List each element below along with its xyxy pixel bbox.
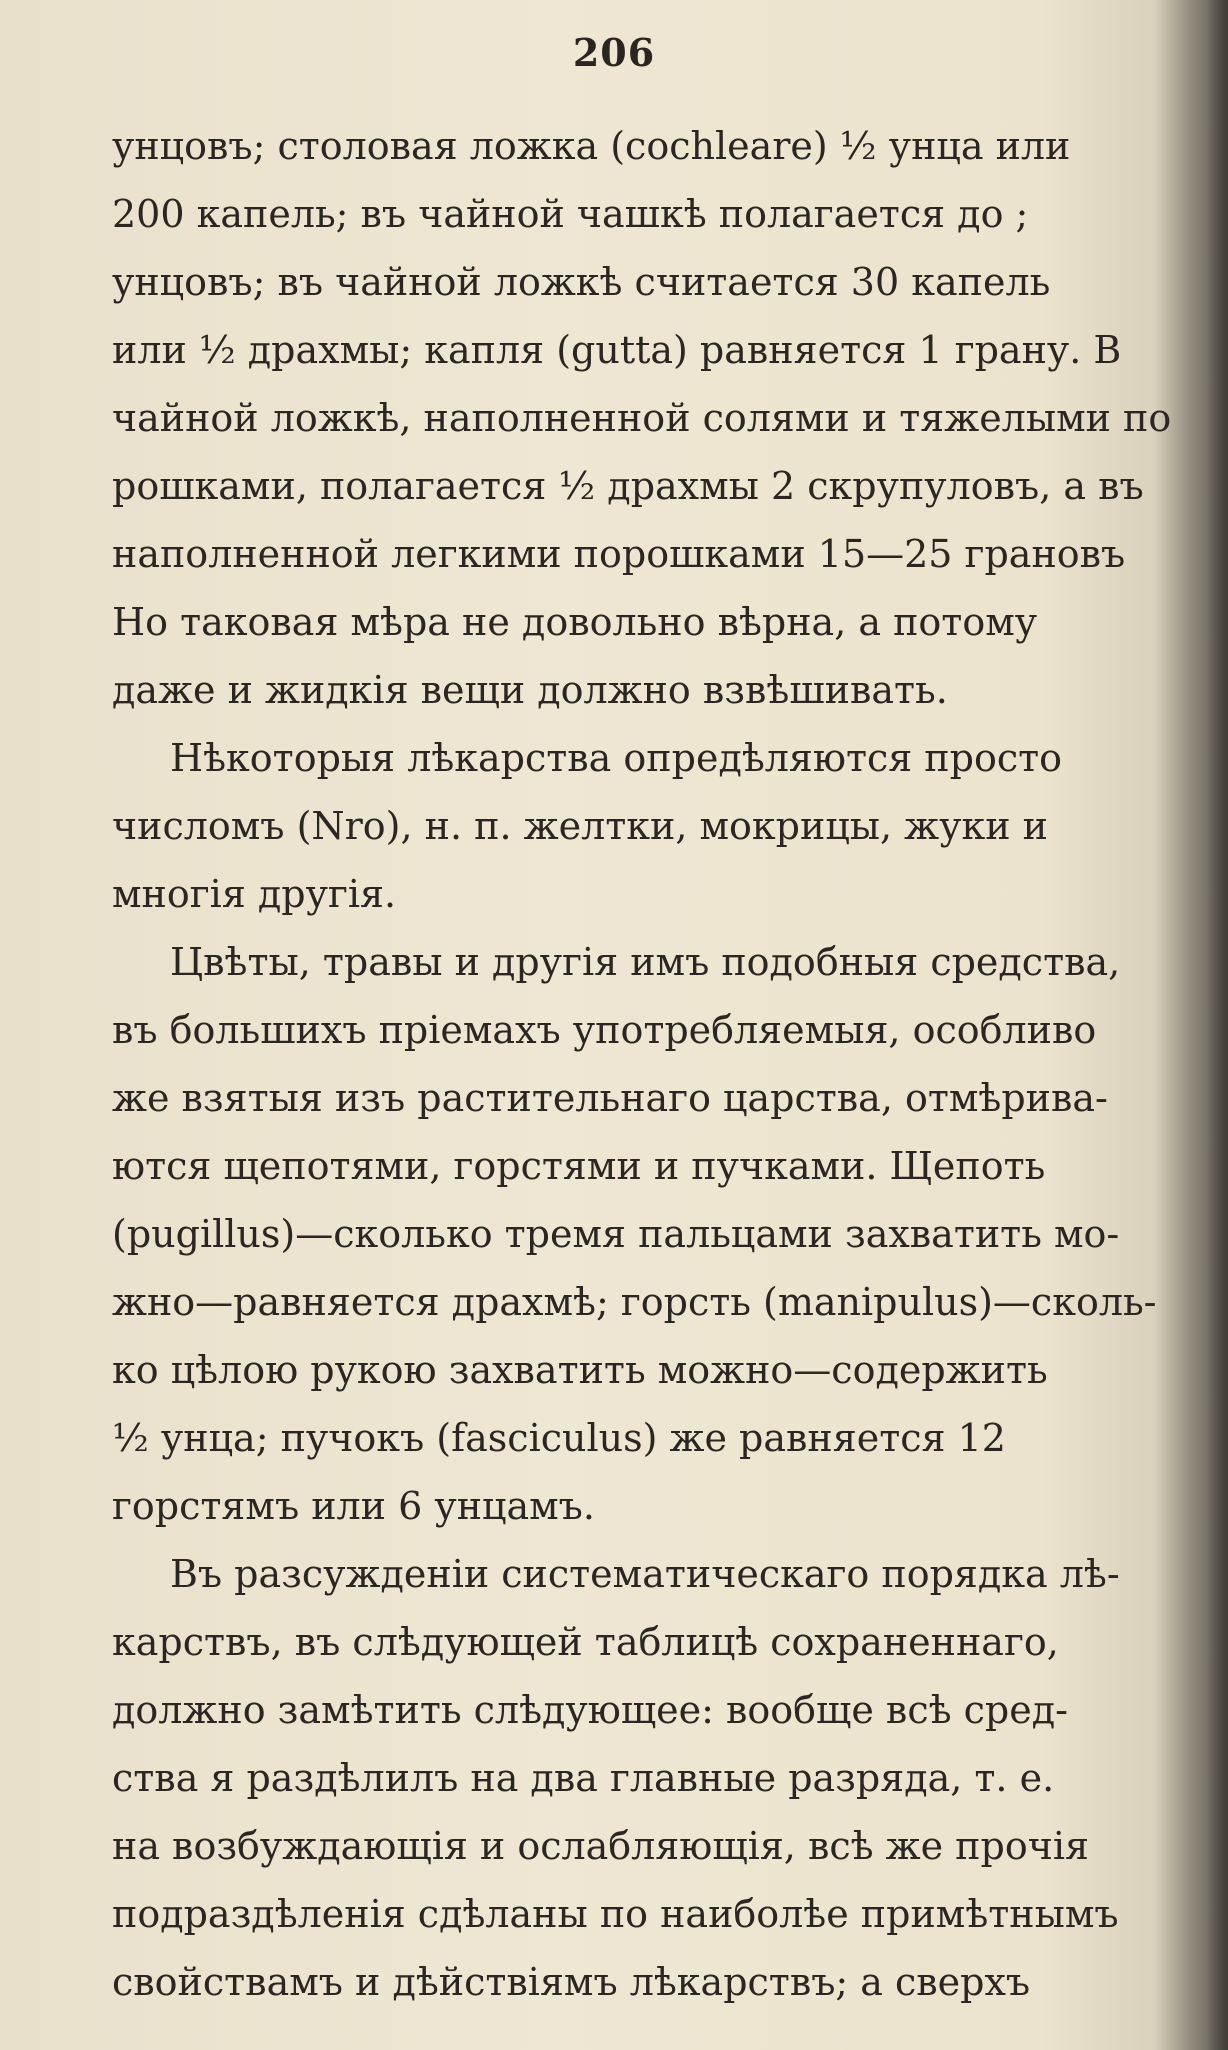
page-body-text [112,112,1204,2016]
paragraph-measures-continuation [112,112,1204,724]
text-line: Нѣкоторыя лѣкарства опредѣляются просто [170,736,1063,780]
text-line: Въ разсужденіи систематическаго порядка лѣ- [170,1552,1120,1596]
text-line: ко цѣлою рукою захватить можно—содержить [112,1348,1048,1392]
text-line: (pugillus)—сколько тремя пальцами захватить мо- [112,1212,1120,1256]
text-line: должно замѣтить слѣдующее: вообще всѣ сред- [112,1688,1068,1732]
text-line: наполненной легкими порошками 15—25 грановъ [112,532,1126,576]
text-line: Цвѣты, травы и другія имъ подобныя средства, [170,940,1121,984]
text-line: рошками, полагается ½ драхмы 2 скрупуловъ, а въ [112,464,1144,508]
text-line: же взятыя изъ растительнаго царства, отмѣрива- [112,1076,1108,1120]
text-line: ются щепотями, горстями и пучками. Щепоть [112,1144,1046,1188]
text-line: числомъ (Nro), н. п. желтки, мокрицы, жуки и [112,804,1048,848]
text-line: унцовъ; въ чайной ложкѣ считается 30 капель [112,260,1051,304]
paragraph-systematic-order [112,1540,1204,2016]
text-line: или ½ драхмы; капля (gutta) равняется 1 грану. В [112,328,1122,372]
text-line: карствъ, въ слѣдующей таблицѣ сохраненнаго, [112,1620,1059,1664]
text-line: Но таковая мѣра не довольно вѣрна, а потому [112,600,1038,644]
paragraph-herbs-measures [112,928,1204,1540]
text-line: подраздѣленія сдѣланы по наиболѣе примѣтнымъ [112,1892,1119,1936]
paragraph-counted-remedies [112,724,1204,928]
page-number: 206 [572,30,656,75]
text-line: многія другія. [112,872,397,916]
page-edge-shadow [1206,0,1228,2050]
text-line: даже и жидкія вещи должно взвѣшивать. [112,668,948,712]
text-line: ½ унца; пучокъ (fasciculus) же равняется 12 [112,1416,1006,1460]
text-line: чайной ложкѣ, наполненной солями и тяжелыми по [112,396,1172,440]
text-line: въ большихъ пріемахъ употребляемыя, особливо [112,1008,1097,1052]
text-line: ства я раздѣлилъ на два главные разряда, т. е. [112,1756,1055,1800]
text-line: унцовъ; столовая ложка (cochleare) ½ унца или [112,124,1071,168]
text-line: жно—равняется драхмѣ; горсть (manipulus)—сколь- [112,1280,1157,1324]
text-line: свойствамъ и дѣйствіямъ лѣкарствъ; а сверхъ [112,1960,1031,2004]
text-line: на возбуждающія и ослабляющія, всѣ же прочія [112,1824,1089,1868]
text-line: 200 капель; въ чайной чашкѣ полагается до ; [112,192,1029,236]
text-line: горстямъ или 6 унцамъ. [112,1484,595,1528]
